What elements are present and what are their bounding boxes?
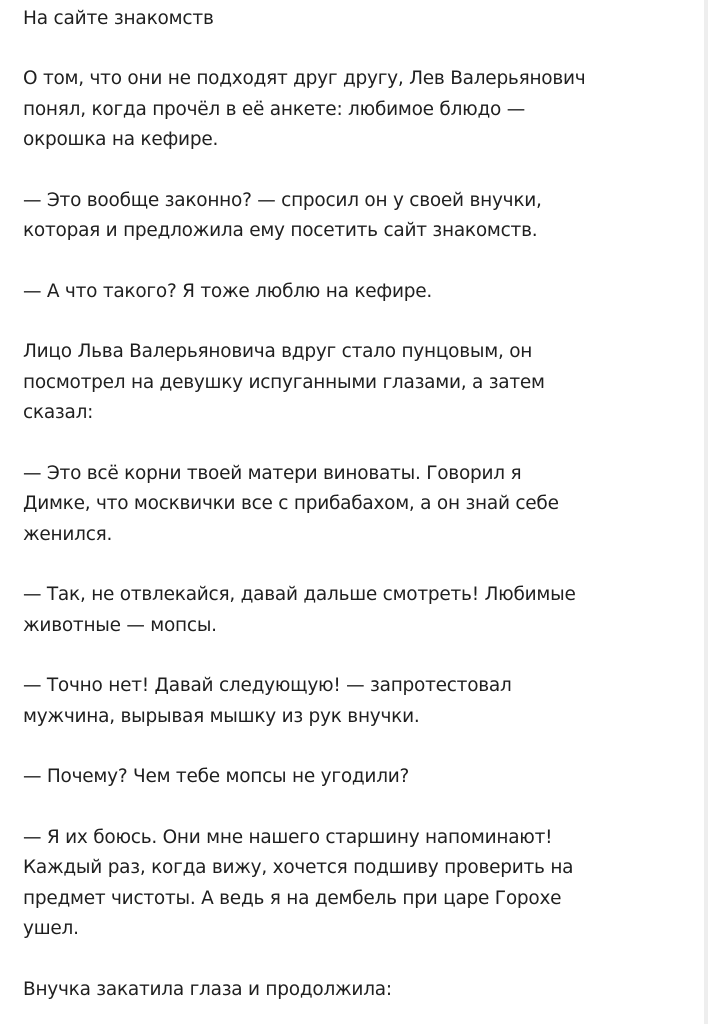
text-line: понял, когда прочёл в её анкете: любимое блюдо —	[23, 98, 525, 120]
text-line: — Я их боюсь. Они мне нашего старшину напоминают!	[23, 826, 553, 848]
text-line: Каждый раз, когда вижу, хочется подшиву проверить на	[23, 857, 574, 878]
story-text	[23, 0, 695, 1005]
paragraph-3	[23, 277, 695, 308]
text-line: — Почему? Чем тебе мопсы не угодили?	[23, 766, 410, 787]
text-line: — Это всё корни твоей матери виноваты. Говорил я	[23, 462, 522, 484]
text-line: мужчина, вырывая мышку из рук внучки.	[23, 705, 420, 727]
paragraph-8	[23, 762, 695, 793]
text-line: — Точно нет! Давай следующую! — запротестовал	[23, 675, 512, 696]
text-line: — Так, не отвлекайся, давай дальше смотреть! Любимые	[23, 584, 576, 605]
page-edge	[704, 0, 708, 1024]
paragraph-7	[23, 671, 695, 732]
text-line: — А что такого? Я тоже люблю на кефире.	[23, 280, 432, 302]
text-line: — Это вообще законно? — спросил он у своей внучки,	[23, 189, 542, 211]
paragraph-1	[23, 64, 695, 156]
text-line: женился.	[23, 523, 113, 545]
text-line: сказал:	[23, 402, 94, 423]
text-line: О том, что они не подходят друг другу, Лев Валерьянович	[23, 68, 586, 89]
paragraph-2	[23, 186, 695, 247]
paragraph-9	[23, 823, 695, 945]
paragraph-4	[23, 337, 695, 429]
text-line: предмет чистоты. А ведь я на дембель при царе Горохе	[23, 887, 562, 909]
text-line: посмотрел на девушку испуганными глазами, а затем	[23, 371, 545, 393]
text-line: ушел.	[23, 918, 79, 939]
text-line: Внучка закатила глаза и продолжила:	[23, 978, 392, 1000]
paragraph-6	[23, 580, 695, 641]
text-line: окрошка на кефире.	[23, 129, 219, 150]
text-line: которая и предложила ему посетить сайт знакомств.	[23, 220, 538, 241]
paragraph-5	[23, 459, 695, 551]
paragraph-10	[23, 975, 695, 1006]
text-line: Димке, что москвички все с прибабахом, а он знай себе	[23, 493, 559, 514]
text-line: Лицо Льва Валерьяновича вдруг стало пунцовым, он	[23, 341, 533, 362]
text-line: животные — мопсы.	[23, 614, 217, 636]
story-title: На сайте знакомств	[23, 8, 214, 29]
